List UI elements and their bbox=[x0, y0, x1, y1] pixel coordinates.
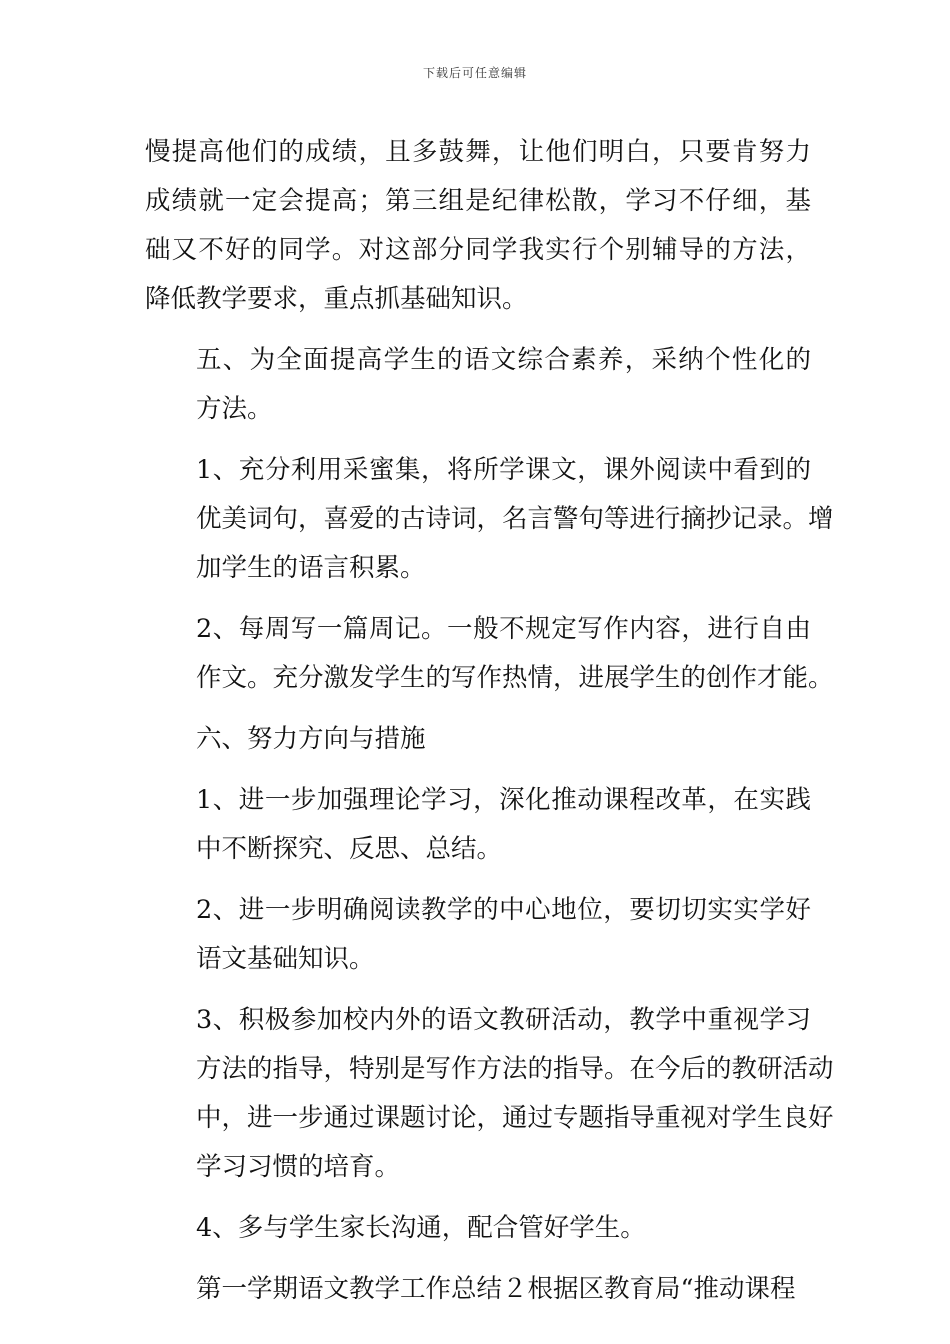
paragraph-line: 方法。 bbox=[196, 394, 273, 424]
paragraph-line: 1、进一步加强理论学习，深化推动课程改革，在实践 bbox=[196, 785, 811, 815]
paragraph-line: 优美词句，喜爱的古诗词，名言警句等进行摘抄记录。增 bbox=[196, 504, 834, 534]
paragraph-line: 3、积极参加校内外的语文教研活动，教学中重视学习 bbox=[196, 1005, 811, 1035]
paragraph-line: 2、每周写一篇周记。一般不规定写作内容，进行自由 bbox=[196, 614, 811, 644]
paragraph-line: 中不断探究、反思、总结。 bbox=[196, 834, 503, 864]
paragraph bbox=[145, 886, 811, 984]
paragraph bbox=[145, 605, 834, 703]
paragraph-line: 学习习惯的培育。 bbox=[196, 1152, 401, 1182]
paragraph-line: 成绩就一定会提高；第三组是纪律松散，学习不仔细，基 bbox=[145, 186, 811, 216]
paragraph bbox=[145, 128, 811, 324]
page-header: 下载后可任意编辑 bbox=[422, 66, 527, 80]
paragraph-line: 五、为全面提高学生的语文综合素养，采纳个性化的 bbox=[196, 345, 811, 375]
paragraph bbox=[145, 996, 834, 1192]
paragraph-line: 第一学期语文教学工作总结２根据区教育局“推动课程 bbox=[196, 1274, 796, 1304]
paragraph bbox=[145, 1265, 811, 1314]
paragraph-line: 2、进一步明确阅读教学的中心地位，要切切实实学好 bbox=[196, 895, 811, 925]
paragraph-line: 中，进一步通过课题讨论，通过专题指导重视对学生良好 bbox=[196, 1103, 834, 1133]
paragraph-line: 础又不好的同学。对这部分同学我实行个别辅导的方法， bbox=[145, 235, 811, 265]
paragraph bbox=[145, 446, 834, 593]
paragraph-line: 加学生的语言积累。 bbox=[196, 553, 426, 583]
paragraph-line: 作文。充分激发学生的写作热情，进展学生的创作才能。 bbox=[196, 663, 834, 693]
paragraph-line: 慢提高他们的成绩，且多鼓舞，让他们明白，只要肯努力 bbox=[145, 137, 811, 167]
paragraph-line: 4、多与学生家长沟通，配合管好学生。 bbox=[196, 1213, 646, 1243]
paragraph bbox=[145, 336, 811, 434]
paragraph-line: 语文基础知识。 bbox=[196, 944, 375, 974]
paragraph bbox=[145, 1204, 811, 1253]
paragraph-line: 方法的指导，特别是写作方法的指导。在今后的教研活动 bbox=[196, 1054, 834, 1084]
paragraph bbox=[145, 715, 811, 764]
paragraph-line: 六、努力方向与措施 bbox=[196, 724, 426, 754]
paragraph bbox=[145, 776, 811, 874]
document-body bbox=[145, 128, 834, 1326]
paragraph-line: 降低教学要求，重点抓基础知识。 bbox=[145, 284, 528, 314]
paragraph-line: 1、充分利用采蜜集，将所学课文，课外阅读中看到的 bbox=[196, 455, 811, 485]
